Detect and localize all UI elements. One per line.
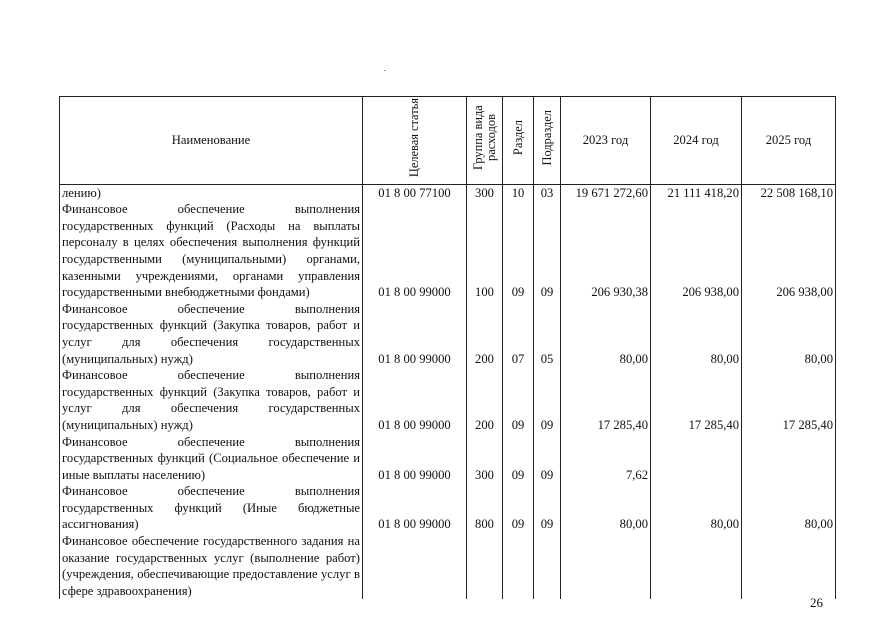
row-subsection: 09 — [534, 483, 561, 533]
table-row — [60, 184, 836, 201]
header-2024: 2024 год — [651, 97, 742, 185]
row-group — [467, 533, 503, 599]
row-2025: 206 938,00 — [742, 201, 836, 301]
row-target: 01 8 00 99000 — [363, 434, 467, 484]
row-section: 09 — [503, 201, 534, 301]
header-2023: 2023 год — [561, 97, 651, 185]
row-2023 — [561, 533, 651, 599]
row-2025: 22 508 168,10 — [742, 184, 836, 201]
row-subsection: 05 — [534, 301, 561, 367]
table-row — [60, 367, 836, 433]
row-2024: 21 111 418,20 — [651, 184, 742, 201]
row-subsection: 09 — [534, 367, 561, 433]
row-target: 01 8 00 99000 — [363, 367, 467, 433]
row-2023: 19 671 272,60 — [561, 184, 651, 201]
row-section: 07 — [503, 301, 534, 367]
row-name: Финансовое обеспечение выполнения государственных функций (Расходы на выплаты персоналу в целях обеспечения выполнения функций государственными (муниципальными) органами, казенными учреждениями, органами управления государственными внебюджетными фондами) — [60, 201, 363, 301]
row-2025: 17 285,40 — [742, 367, 836, 433]
row-section — [503, 533, 534, 599]
table-row — [60, 483, 836, 533]
row-subsection — [534, 533, 561, 599]
row-2024 — [651, 434, 742, 484]
row-name: Финансовое обеспечение выполнения государственных функций (Социальное обеспечение и иные выплаты населению) — [60, 434, 363, 484]
row-group: 300 — [467, 434, 503, 484]
table-row — [60, 533, 836, 599]
row-section: 09 — [503, 367, 534, 433]
row-group: 800 — [467, 483, 503, 533]
page-number: 26 — [810, 595, 823, 610]
row-2024: 80,00 — [651, 483, 742, 533]
row-subsection: 09 — [534, 201, 561, 301]
budget-table — [59, 96, 836, 599]
header-section: Раздел — [503, 97, 534, 185]
row-name: Финансовое обеспечение выполнения государственных функций (Закупка товаров, работ и услуг для обеспечения государственных (муниципальных) нужд) — [60, 301, 363, 367]
row-target: 01 8 00 99000 — [363, 201, 467, 301]
table-header — [60, 97, 836, 185]
row-target: 01 8 00 99000 — [363, 483, 467, 533]
row-2025 — [742, 434, 836, 484]
row-target: 01 8 00 77100 — [363, 184, 467, 201]
row-2024: 80,00 — [651, 301, 742, 367]
row-section: 09 — [503, 483, 534, 533]
row-group: 200 — [467, 301, 503, 367]
row-section: 09 — [503, 434, 534, 484]
header-name: Наименование — [60, 97, 363, 185]
row-2023: 7,62 — [561, 434, 651, 484]
table-body — [60, 184, 836, 599]
row-subsection: 09 — [534, 434, 561, 484]
row-group: 200 — [467, 367, 503, 433]
row-2024 — [651, 533, 742, 599]
row-group: 100 — [467, 201, 503, 301]
row-2025: 80,00 — [742, 301, 836, 367]
row-2024: 206 938,00 — [651, 201, 742, 301]
row-2025: 80,00 — [742, 483, 836, 533]
header-2025: 2025 год — [742, 97, 836, 185]
row-name: Финансовое обеспечение выполнения государственных функций (Иные бюджетные ассигнования) — [60, 483, 363, 533]
header-expense-group: Группа вида расходов — [467, 97, 503, 185]
table-row — [60, 434, 836, 484]
row-2023: 206 930,38 — [561, 201, 651, 301]
row-2025 — [742, 533, 836, 599]
row-2023: 80,00 — [561, 301, 651, 367]
header-target: Целевая статья — [363, 97, 467, 185]
table-row — [60, 201, 836, 301]
row-2023: 80,00 — [561, 483, 651, 533]
row-name: Финансовое обеспечение выполнения государственных функций (Закупка товаров, работ и услуг для обеспечения государственных (муниципальных) нужд) — [60, 367, 363, 433]
row-section: 10 — [503, 184, 534, 201]
row-target: 01 8 00 99000 — [363, 301, 467, 367]
row-2024: 17 285,40 — [651, 367, 742, 433]
row-subsection: 03 — [534, 184, 561, 201]
header-subsection: Подраздел — [534, 97, 561, 185]
row-group: 300 — [467, 184, 503, 201]
row-2023: 17 285,40 — [561, 367, 651, 433]
row-name: лению) — [60, 184, 363, 201]
row-name: Финансовое обеспечение государственного задания на оказание государственных услуг (выполнение работ) (учреждения, обеспечивающие предоставление услуг в сфере здравоохранения) — [60, 533, 363, 599]
scan-speck — [384, 70, 386, 71]
row-target — [363, 533, 467, 599]
table-row — [60, 301, 836, 367]
